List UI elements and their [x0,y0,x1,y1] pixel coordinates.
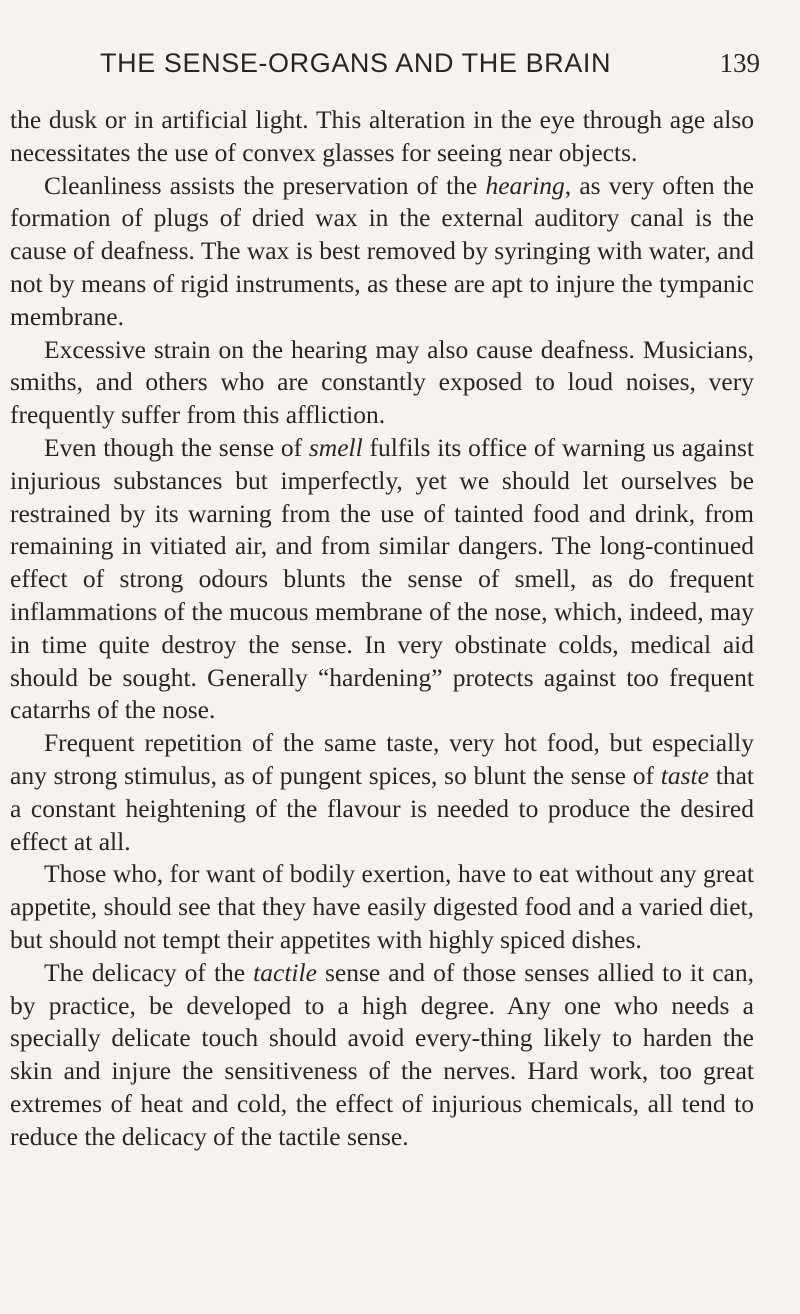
emphasis-term: hearing [485,170,565,200]
paragraph-tactile [10,957,754,1154]
paragraph-hearing-cleanliness [10,170,754,334]
paragraph-text: Excessive strain on the hearing may also cause deafness. Musicians, smiths, and others who are constantly exposed to loud noises, very frequently suffer from this affliction. [10,334,754,430]
paragraph-taste [10,727,754,858]
paragraph-text: that a constant heightening of the flavour is needed to produce the desired effect at all. [10,760,754,856]
paragraph-text: fulfils its office of warning us against injurious substances but imperfectly, yet we should let ourselves be restrained by its warning from the use of tainted food and drink, from remaining in vitiated air, and from similar dangers. The long-continued effect of strong odours blunts the sense of smell, as do frequent inflammations of the mucous membrane of the nose, which, indeed, may in time quite destroy the sense. In very obstinate colds, medical aid should be sought. Generally “hardening” protects against too frequent catarrhs of the nose. [10,432,755,725]
emphasis-term: tactile [253,957,317,987]
emphasis-term: taste [660,760,709,790]
body-text [10,104,754,1154]
paragraph-smell [10,432,754,727]
paragraph-appetite [10,858,754,956]
paragraph-text: sense and of those senses allied to it can, by practice, be developed to a high degree. Any one who needs a specially delicate touch should avoid every-thing likely to harden the skin and injure the sensitiveness of the nerves. Hard work, too great extremes of heat and cold, the effect of injurious chemicals, all tend to reduce the delicacy of the tactile sense. [10,957,754,1151]
emphasis-term: smell [308,432,363,462]
paragraph-text: Cleanliness assists the preservation of the [44,170,486,200]
paragraph-hearing-strain [10,334,754,432]
paragraph-text: The delicacy of the [44,957,254,987]
paragraph-text: Even though the sense of [44,432,309,462]
paragraph-eye-aging [10,104,754,170]
paragraph-text: Those who, for want of bodily exertion, have to eat without any great appetite, should see that they have easily digested food and a varied diet, but should not tempt their appetites with highly spiced dishes. [10,859,754,954]
paragraph-text: the dusk or in artificial light. This alteration in the eye through age also necessitates the use of convex glasses for seeing near objects. [10,105,754,167]
paragraph-text: Frequent repetition of the same taste, very hot food, but especially any strong stimulus, as of pungent spices, so blunt the sense of [10,728,754,790]
running-title: THE SENSE-ORGANS AND THE BRAIN [100,48,612,78]
page-number: 139 [719,48,760,78]
running-head [100,48,760,88]
paragraph-text: , as very often the formation of plugs of dried wax in the external auditory canal is the cause of deafness. The wax is best removed by syringing with water, and not by means of rigid instruments, as these are apt to injure the tympanic membrane. [10,170,754,331]
